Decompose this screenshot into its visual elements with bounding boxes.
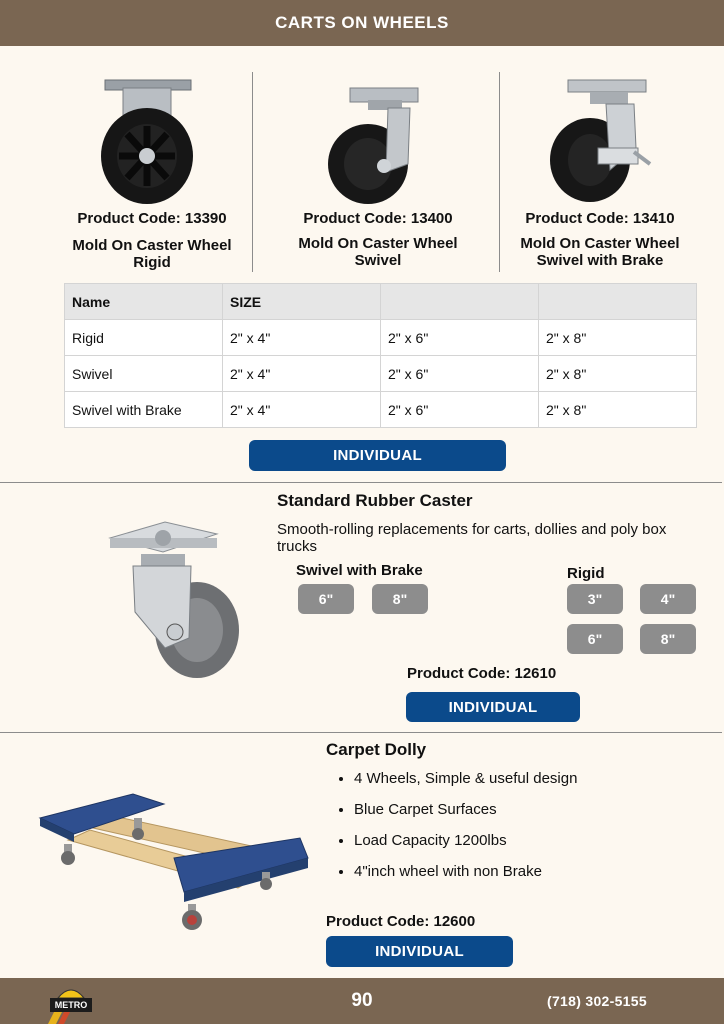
list-item: • Load Capacity 1200lbs [354,832,577,849]
rubber-caster-description: Smooth-rolling replacements for carts, dollies and poly box trucks [277,521,667,555]
table-cell: 2" x 4" [223,356,381,392]
size-chip-6[interactable]: 6" [298,584,354,614]
product-name-line: Mold On Caster Wheel [520,235,680,252]
product-code: Product Code: 13390 [77,210,227,227]
table-cell: Swivel with Brake [65,392,223,428]
table-cell: 2" x 6" [381,320,539,356]
carpet-dolly-image [38,788,313,938]
product-name-line: Swivel with Brake [536,252,664,269]
product-name-line: Mold On Caster Wheel [298,235,458,252]
product-13400 [278,210,478,269]
size-chip-3[interactable]: 3" [567,584,623,614]
product-13410 [500,210,700,269]
product-name [52,237,252,271]
product-name [500,235,700,269]
page-footer [0,978,724,1024]
table-cell: 2" x 6" [381,356,539,392]
size-chip-8[interactable]: 8" [640,624,696,654]
product-name-line: Mold On Caster Wheel [72,237,232,254]
product-name [278,235,478,269]
size-table [64,283,697,428]
table-header-cell: Name [65,284,223,320]
product-code: Product Code: 12610 [407,665,557,682]
carpet-dolly-title: Carpet Dolly [326,740,427,759]
product-code: Product Code: 13410 [525,210,675,227]
page-number: 90 [351,990,373,1011]
rigid-caster-image [95,78,205,208]
table-header-cell [381,284,539,320]
individual-button[interactable]: INDIVIDUAL [249,440,506,471]
carpet-dolly-features [326,770,577,894]
section-divider [0,732,722,733]
table-cell: Swivel [65,356,223,392]
product-13390 [52,210,252,271]
section-divider [0,482,722,483]
table-row [65,356,697,392]
table-header-cell [539,284,697,320]
list-item: • Blue Carpet Surfaces [354,801,577,818]
table-cell: 2" x 4" [223,392,381,428]
product-name-line: Rigid [133,254,171,271]
table-cell: 2" x 4" [223,320,381,356]
table-cell: 2" x 6" [381,392,539,428]
swivel-brake-label: Swivel with Brake [296,562,423,579]
table-cell: 2" x 8" [539,320,697,356]
swivel-brake-caster-image [550,78,660,206]
table-cell: 2" x 8" [539,356,697,392]
phone-number: (718) 302-5155 [547,993,647,1009]
page-title: CARTS ON WHEELS [275,13,449,32]
rubber-caster-title: Standard Rubber Caster [277,491,473,510]
size-chip-4[interactable]: 4" [640,584,696,614]
table-cell: 2" x 8" [539,392,697,428]
rigid-label: Rigid [567,565,605,582]
size-chip-6[interactable]: 6" [567,624,623,654]
table-header-cell: SIZE [223,284,381,320]
product-name-line: Swivel [354,252,402,269]
column-divider [252,72,253,272]
rubber-caster-image [105,520,245,682]
table-cell: Rigid [65,320,223,356]
table-header-row [65,284,697,320]
table-row [65,320,697,356]
list-item: • 4 Wheels, Simple & useful design [354,770,577,787]
individual-button[interactable]: INDIVIDUAL [326,936,513,967]
list-item: • 4"inch wheel with non Brake [354,863,577,880]
size-chip-8[interactable]: 8" [372,584,428,614]
product-code: Product Code: 13400 [303,210,453,227]
product-code: Product Code: 12600 [326,913,476,930]
page-header [0,0,724,46]
individual-button[interactable]: INDIVIDUAL [406,692,580,722]
logo-text: METRO [54,1000,88,1010]
swivel-caster-image [328,86,438,206]
table-row [65,392,697,428]
